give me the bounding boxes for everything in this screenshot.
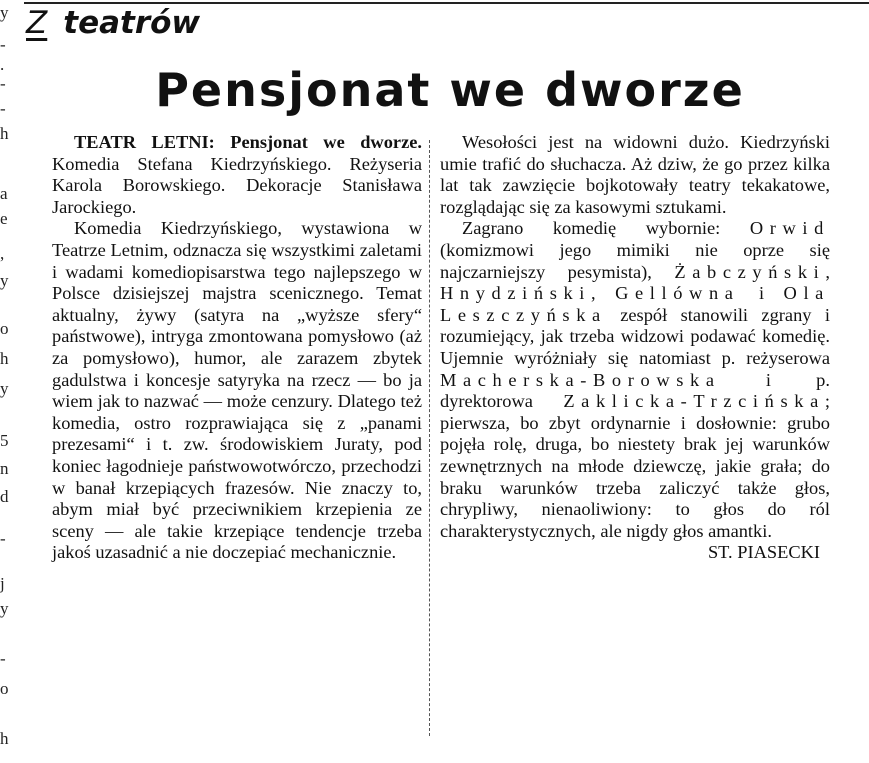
edge-letter: - [0, 649, 6, 668]
body-paragraph-3: Wesołości jest na widowni dużo. Kiedrzyński umie trafić do słuchacza. Aż dziw, że go przez kilka lat tak zawzięcie bojkotowały teatry tekakatowe, rozglądając się za kasowymi sztukami. [440, 132, 830, 217]
actor-name-2: Żabczyński [674, 261, 826, 282]
actor-name-7: Zaklicka-Trzcińska [563, 391, 825, 412]
actor-name-1: Orwid [749, 218, 830, 239]
body-paragraph-2: Komedia Kiedrzyńskiego, wystawiona w Teatrze Letnim, odznacza się wszystkimi zaletami i wadami komediopisarstwa tego najlepszego w Polsce dzisiejszej majstra scenicznego. Temat aktualny, żywy (satyra na „wyższe sfery“ państwowe), intryga zmontowana pomysłowo (aż za pomysłowo), humor, ale zarazem zbytek gadulstwa i koncesje satyryka na rzecz — bo ja wiem jak to nazwać — może cenzury. Dlatego też komedia, ostro rozprawiająca się z „panami prezesami“ i t. zw. środowiskiem Juraty, pod koniec łagodnieje państwowotwórczo, przechodzi w banał krzepiących frazesów. Nie znaczy to, abym miał być przeciwnikiem krzepienia ze sceny — ale takie krzepiące tendencje trzeba jakoś uzasadnić a nie doczepiać mechanicznie. [52, 218, 422, 563]
edge-letter: e [0, 209, 8, 228]
edge-letter: - [0, 529, 6, 548]
lead-paragraph [52, 132, 422, 218]
author-signature: ST. PIASECKI [707, 542, 820, 563]
edge-letter: y [0, 379, 9, 398]
edge-letter: . [0, 55, 5, 74]
body-paragraph-4 [440, 218, 830, 563]
actor-name-5: Ola Leszczyńska [440, 283, 830, 325]
edge-letter: j [0, 574, 5, 593]
p4-text-e: i [759, 283, 765, 304]
p4-text-c: , [825, 261, 830, 282]
edge-letter: h [0, 729, 9, 748]
p4-text-f: zespół stanowili zgrany i rozumiejący, jak trzeba widzowi podawać komedię. Ujemnie wyróżniały się natomiast p. reżyserowa [440, 304, 830, 368]
edge-letter: n [0, 459, 9, 478]
lead-rest: Komedia Stefana Kiedrzyńskiego. Reżyseria Karola Borowskiego. Dekoracje Stanisława Jarockiego. [52, 153, 422, 217]
lead-bold-2: dworze. [360, 132, 422, 152]
article-headline: Pensjonat we dworze [155, 63, 745, 117]
column-divider [429, 140, 430, 736]
article-column-right [440, 132, 830, 564]
actor-name-4: Gellówna [615, 283, 740, 304]
left-edge-letters [0, 0, 14, 763]
edge-letter: 5 [0, 431, 9, 450]
edge-letter: o [0, 319, 9, 338]
edge-letter: - [0, 99, 6, 118]
edge-letter: y [0, 599, 9, 618]
p4-text-a: Zagrano komedię wybornie: [462, 218, 721, 239]
actor-name-6: Macherska-Borowska [440, 369, 721, 390]
edge-letter: a [0, 184, 8, 203]
p4-text-b: (komizmowi jego mimiki nie oprze się najczarniejszy pesymista), [440, 239, 830, 282]
edge-letter: - [0, 35, 6, 54]
article-column-left [52, 132, 422, 564]
edge-letter: h [0, 349, 9, 368]
section-word: teatrów [63, 5, 201, 41]
edge-letter: , [0, 244, 5, 263]
edge-letter: y [0, 271, 9, 290]
section-prefix: Z [26, 5, 48, 41]
section-title [26, 4, 200, 42]
actor-name-3: Hnydziński [440, 283, 592, 304]
edge-letter: y [0, 3, 9, 22]
edge-letter: o [0, 679, 9, 698]
p4-text-d: , [591, 283, 596, 304]
p4-text-g: i p. dyrektorowa [440, 369, 830, 412]
edge-letter: d [0, 487, 9, 506]
edge-letter: - [0, 74, 6, 93]
lead-bold-1: TEATR LETNI: Pensjonat we [74, 132, 345, 152]
p4-text-h: ; pierwsza, bo zbyt ordynarnie i dosłownie: grubo pojęła rolę, druga, bo niestety brak jej warunków zewnętrznych na młode dziewczę, jakie grała; do braku warunków trzeba zaliczyć także głos, chrypliwy, nienaoliwiony: to głos do ról charakterystycznych, ale nigdy głos amantki. [440, 391, 830, 541]
edge-letter: h [0, 124, 9, 143]
